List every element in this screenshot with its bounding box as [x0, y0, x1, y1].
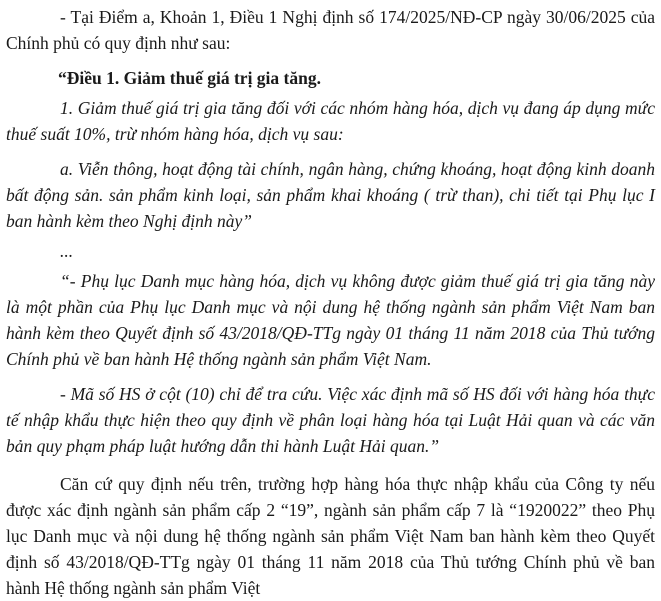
- intro-paragraph: - Tại Điểm a, Khoản 1, Điều 1 Nghị định số 174/2025/NĐ-CP ngày 30/06/2025 của Chính phủ có quy định như sau:: [6, 7, 655, 53]
- appendix-paragraph: “- Phụ lục Danh mục hàng hóa, dịch vụ không được giảm thuế giá trị gia tăng này là một phần của Phụ lục Danh mục và nội dung hệ thống ngành sản phẩm Việt Nam ban hành kèm theo Quyết định số 43/2018/QĐ-TTg ngày 01 tháng 11 năm 2018 của Thủ tướng Chính phủ về ban hành Hệ thống ngành sản phẩm Việt Nam.: [6, 271, 655, 369]
- conclusion-paragraph: Căn cứ quy định nếu trên, trường hợp hàng hóa thực nhập khẩu của Công ty nếu được xác định ngành sản phẩm cấp 2 “19”, ngành sản phẩm cấp 7 là “1920022” theo Phụ lục Danh mục và nội dung hệ thống ngành sản phẩm Việt Nam ban hành kèm theo Quyết định số 43/2018/QĐ-TTg ngày 01 tháng 11 năm 2018 của Thủ tướng Chính phủ về ban hành Hệ thống ngành sản phẩm Việt: [6, 474, 655, 598]
- point-a-paragraph: a. Viễn thông, hoạt động tài chính, ngân hàng, chứng khoáng, hoạt động kinh doanh bất động sản. sản phẩm kinh loại, sản phẩm khai khoáng ( trừ than), chi tiết tại Phụ lục I ban hành kèm theo Nghị định này”: [6, 159, 655, 231]
- ellipsis: ...: [60, 241, 74, 261]
- article-heading: “Điều 1. Giảm thuế giá trị gia tăng.: [58, 68, 321, 88]
- hs-code-paragraph: - Mã số HS ở cột (10) chỉ để tra cứu. Việc xác định mã số HS đối với hàng hóa thực tế nhập khẩu thực hiện theo quy định về phân loại hàng hóa tại Luật Hải quan và các văn bản quy phạm pháp luật hướng dẫn thi hành Luật Hải quan.”: [6, 384, 655, 456]
- clause-1-paragraph: 1. Giảm thuế giá trị gia tăng đối với các nhóm hàng hóa, dịch vụ đang áp dụng mức thuế suất 10%, trừ nhóm hàng hóa, dịch vụ sau:: [6, 98, 655, 144]
